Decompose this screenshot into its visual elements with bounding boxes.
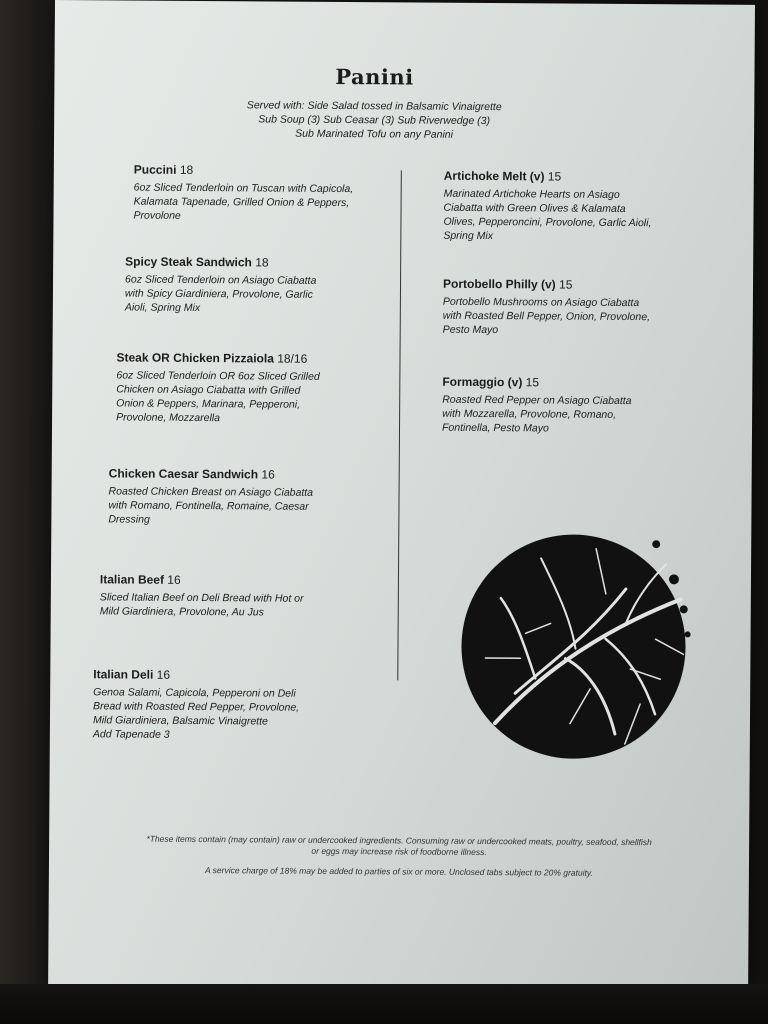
item-price: 18/16 [277,351,308,366]
menu-title: Panini [335,63,414,90]
item-name: Puccini [133,162,177,177]
item-name: Spicy Steak Sandwich [125,254,252,270]
served-with-line: Served with: Side Salad tossed in Balsamic Vinaigrette [246,99,502,114]
item-name: Italian Beef [99,572,165,587]
item-price: 16 [156,667,171,682]
menu-item-formaggio [442,375,742,437]
item-description: Portobello Mushrooms on Asiago Ciabatta with Roasted Bell Pepper, Onion, Provolone, Pesto Mayo [442,295,651,337]
item-price: 16 [167,572,181,587]
item-price: 18 [255,255,269,270]
item-name: Chicken Caesar Sandwich [108,466,259,482]
allergy-disclaimer: *These items contain (may contain) raw or undercooked ingredients. Consuming raw or undercooked meats, poultry, seafood, shellfish [146,833,652,848]
item-price: 15 [547,169,562,184]
service-charge-note: A service charge of 18% may be added to parties of six or more. Unclosed tabs subject to 20% gratuity. [204,865,593,878]
item-description: Marinated Artichoke Hearts on Asiago Ciabatta with Green Olives & Kalamata Olives, Pepperoncini, Provolone, Garlic Aioli, Spring Mix [443,187,652,243]
item-name: Portobello Philly (v) [442,276,556,292]
menu-item-chicken-caesar-sandwich [108,466,408,528]
item-description: 6oz Sliced Tenderloin on Tuscan with Capicola, Kalamata Tapenade, Grilled Onion & Peppers, Provolone [133,181,354,222]
item-price: 18 [179,162,194,177]
menu-item-spicy-steak-sandwich [125,254,425,316]
item-name: Italian Deli [93,667,154,682]
item-description: Roasted Chicken Breast on Asiago Ciabatta with Romano, Fontinella, Romaine, Caesar Dressing [108,485,314,526]
item-description: Genoa Salami, Capicola, Pepperoni on Deli Bread with Roasted Red Pepper, Provolone, Mild Giardiniera, Balsamic Vinaigrette Add Tapenade 3 [92,686,300,741]
table-surface [0,984,768,1024]
menu-item-italian-beef [100,572,400,620]
item-description: Sliced Italian Beef on Deli Bread with Hot or Mild Giardiniera, Provolone, Au Jus [99,591,304,619]
menu-item-steak-or-chicken-pizzaiola [116,350,417,426]
menu-item-artichoke-melt [443,169,744,245]
menu-sheet [48,0,755,990]
item-price: 16 [261,467,275,482]
item-description: Roasted Red Pepper on Asiago Ciabatta with Mozzarella, Provolone, Romano, Fontinella, Pesto Mayo [441,393,632,435]
allergy-disclaimer-cont: or eggs may increase risk of foodborne illness. [311,845,487,858]
tree-in-circle-logo-icon [455,518,697,765]
item-price: 15 [525,375,540,390]
item-description: 6oz Sliced Tenderloin OR 6oz Sliced Grilled Chicken on Asiago Ciabatta with Grilled Onion & Peppers, Marinara, Pepperoni, Provolone, Mozzarella [116,369,320,425]
tofu-substitution-line: Sub Marinated Tofu on any Panini [295,127,454,141]
menu-item-puccini [133,163,433,225]
item-name: Formaggio (v) [442,374,523,390]
item-name: Artichoke Melt (v) [443,168,545,184]
item-name: Steak OR Chicken Pizzaiola [116,350,274,366]
menu-item-italian-deli [93,667,394,743]
item-description: 6oz Sliced Tenderloin on Asiago Ciabatta with Spicy Giardiniera, Provolone, Garlic Aioli, Spring Mix [124,273,317,315]
substitutions-line: Sub Soup (3) Sub Ceasar (3) Sub Riverwedge (3) [258,113,491,128]
item-price: 15 [559,277,573,292]
menu-item-portobello-philly [443,277,743,339]
